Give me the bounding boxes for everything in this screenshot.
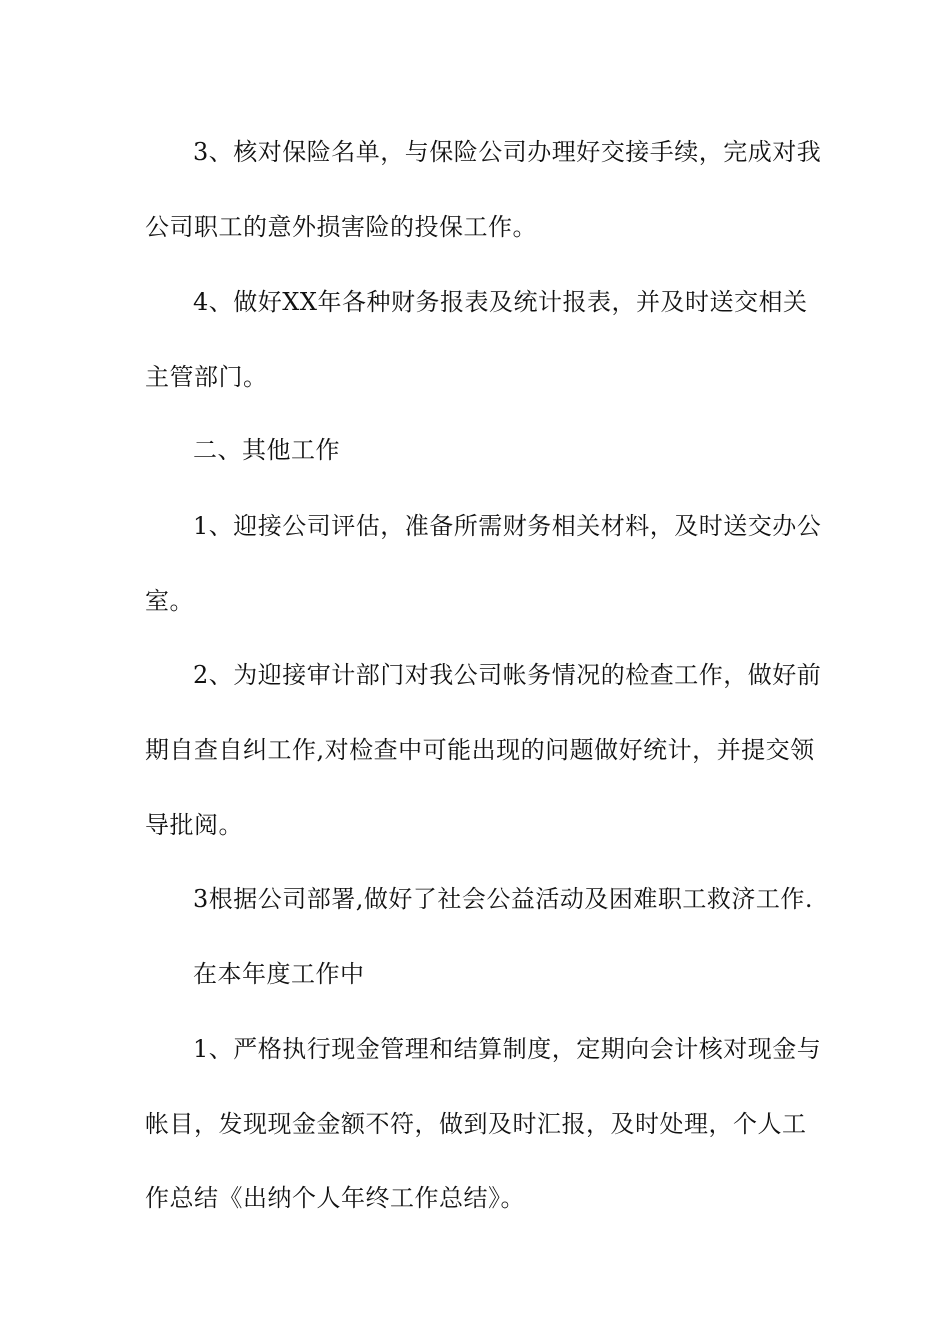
paragraph-line: 1、迎接公司评估，准备所需财务相关材料，及时送交办公 — [193, 512, 822, 540]
paragraph-line: 期自查自纠工作,对检查中可能出现的问题做好统计，并提交领 — [145, 736, 815, 764]
paragraph-line: 室。 — [145, 587, 194, 615]
paragraph-line: 帐目，发现现金金额不符，做到及时汇报，及时处理，个人工 — [145, 1110, 807, 1138]
paragraph-line: 导批阅。 — [145, 811, 243, 839]
paragraph-line: 3、核对保险名单，与保险公司办理好交接手续，完成对我 — [193, 138, 822, 166]
paragraph-line: 1、严格执行现金管理和结算制度，定期向会计核对现金与 — [193, 1035, 822, 1063]
paragraph-line: 公司职工的意外损害险的投保工作。 — [145, 213, 537, 241]
section-heading: 二、其他工作 — [193, 436, 340, 464]
paragraph-line: 3根据公司部署,做好了社会公益活动及困难职工救济工作. — [193, 885, 814, 913]
paragraph-line: 作总结《出纳个人年终工作总结》。 — [145, 1184, 525, 1212]
paragraph-line: 主管部门。 — [145, 363, 268, 391]
paragraph-line: 4、做好XX年各种财务报表及统计报表，并及时送交相关 — [193, 288, 808, 316]
paragraph-line: 2、为迎接审计部门对我公司帐务情况的检查工作，做好前 — [193, 661, 822, 689]
paragraph-line: 在本年度工作中 — [193, 960, 365, 988]
